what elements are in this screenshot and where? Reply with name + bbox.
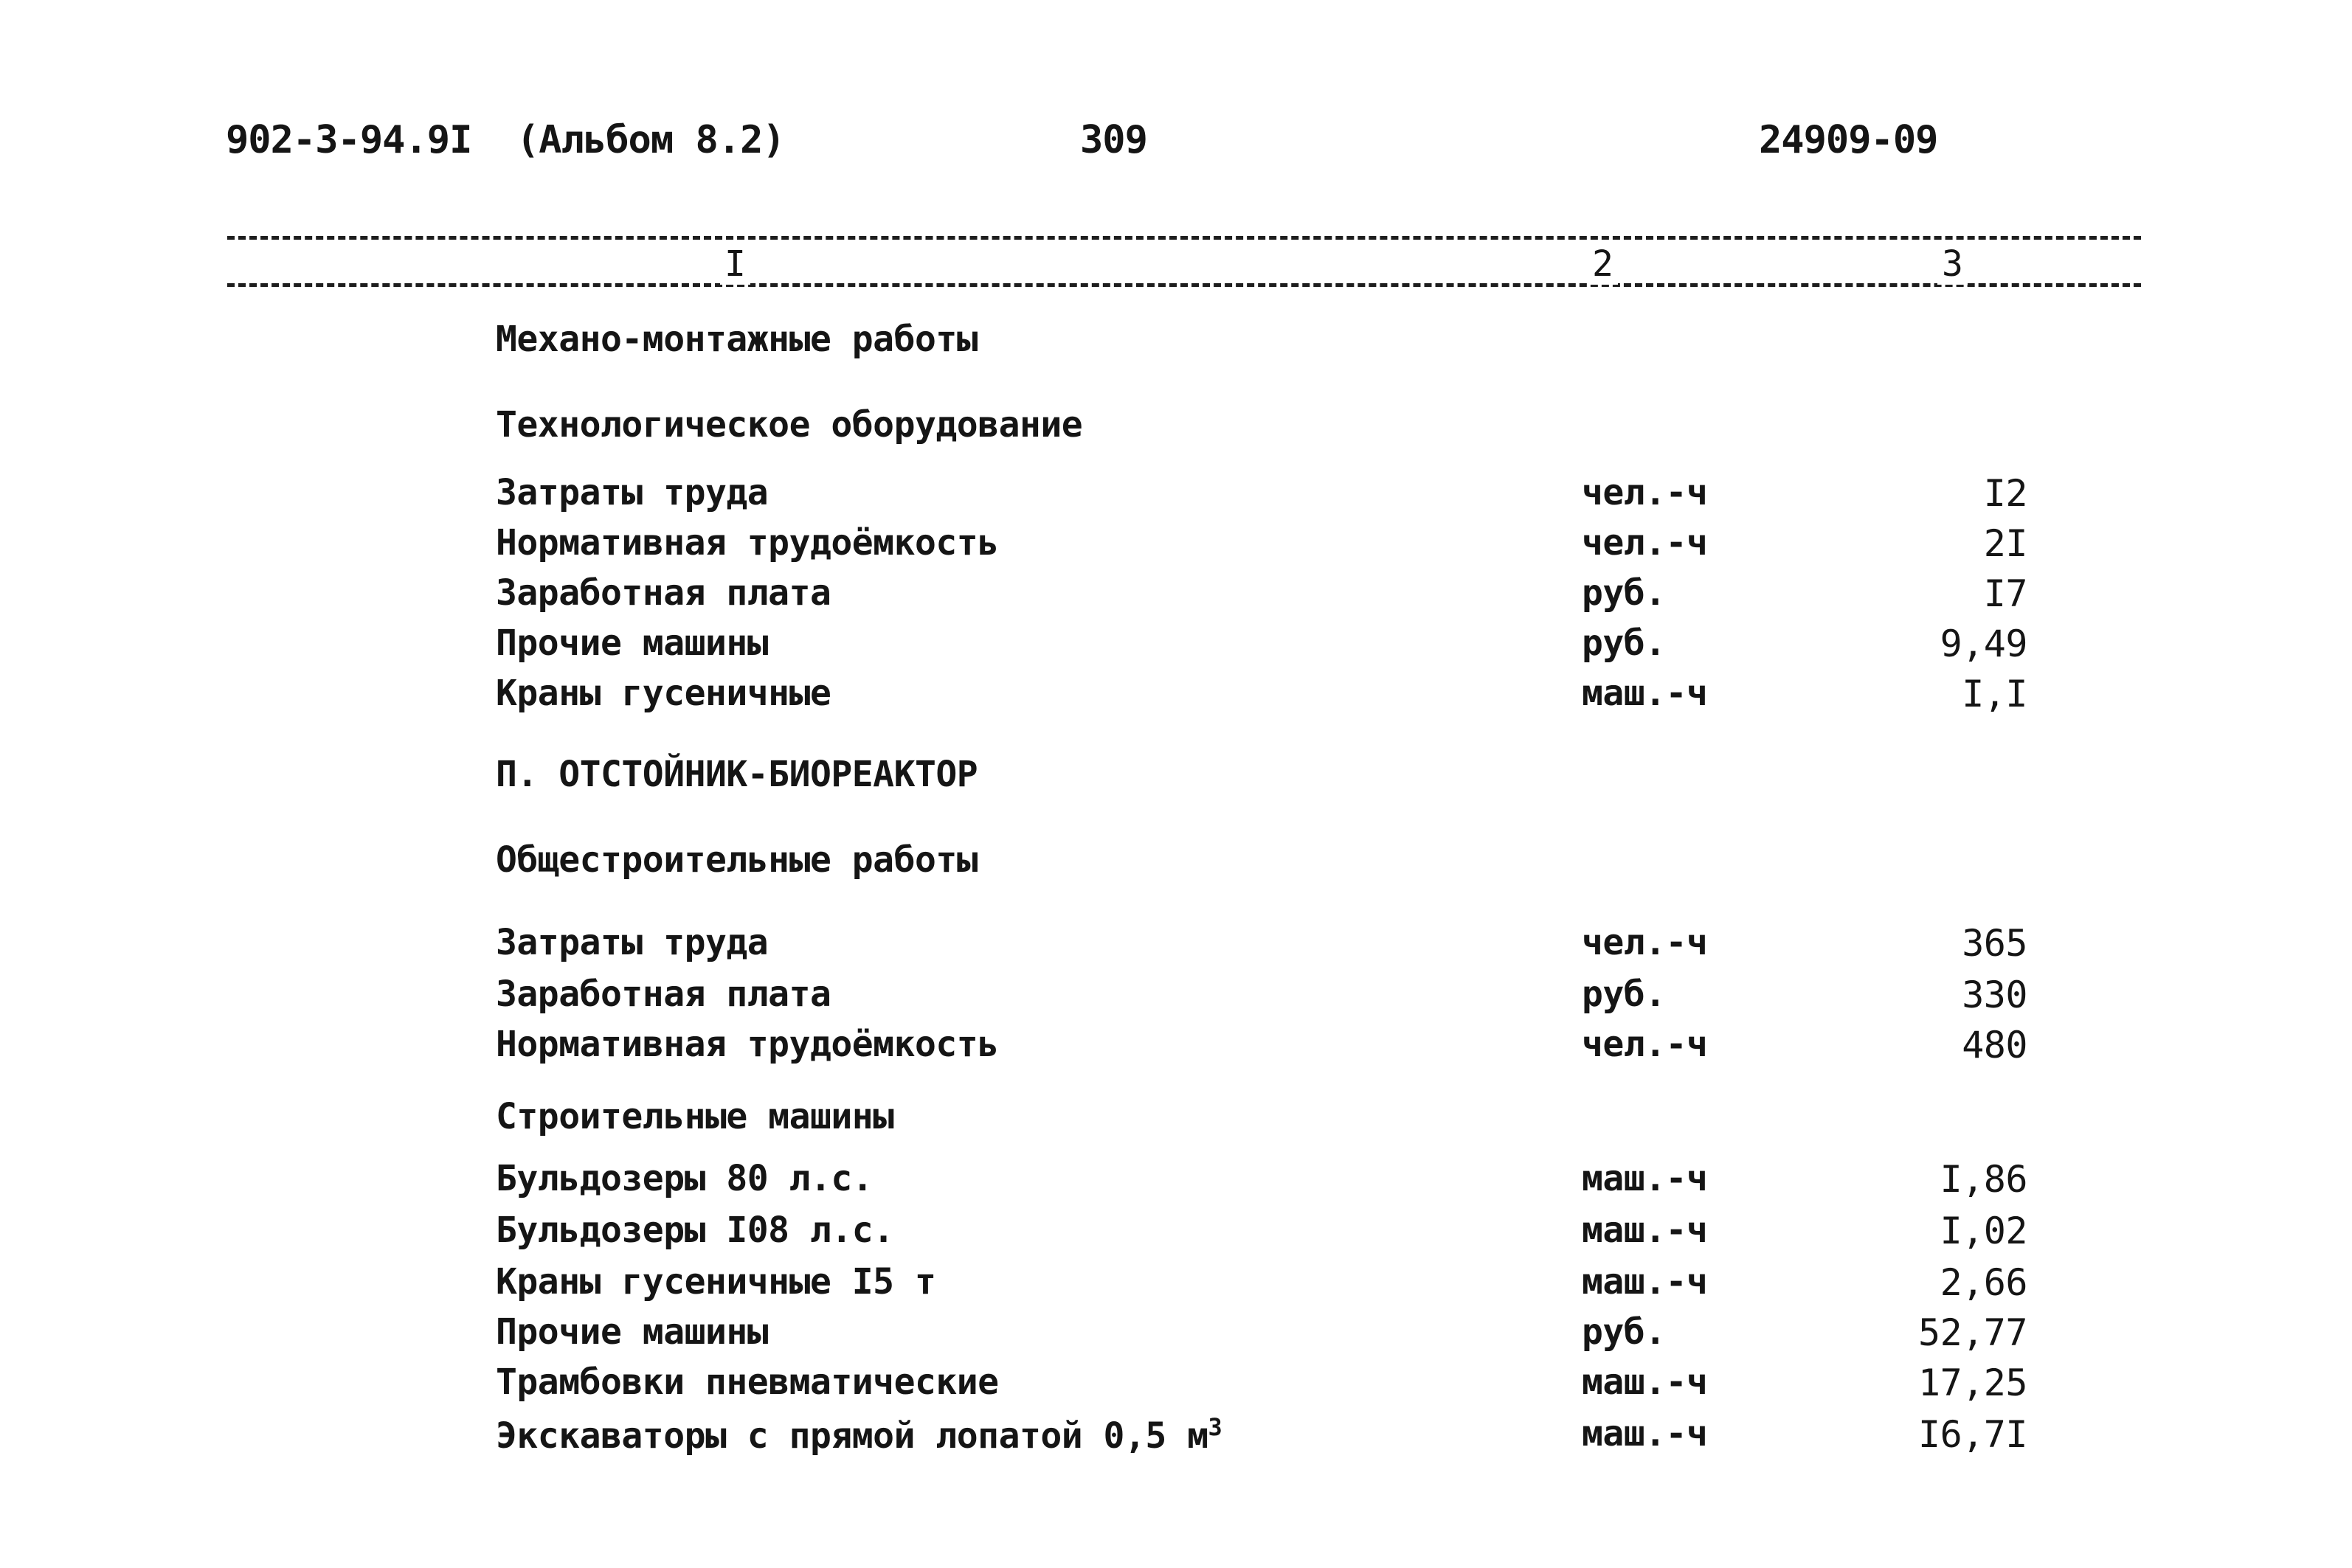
row-unit: чел.-ч [1582, 522, 1708, 563]
page-number: 309 [1080, 118, 1147, 162]
table-row [0, 1311, 2352, 1357]
table-row [0, 1158, 2352, 1204]
row-unit: маш.-ч [1582, 1210, 1708, 1251]
table-row [0, 472, 2352, 518]
table-row [0, 922, 2352, 968]
row-name: Нормативная трудоёмкость [496, 522, 999, 563]
heading-text: Общестроительные работы [496, 839, 978, 881]
row-value: 2,66 [1940, 1261, 2027, 1304]
section-heading [0, 1096, 2352, 1142]
row-name: Прочие машины [496, 622, 769, 664]
heading-text: Строительные машины [496, 1096, 894, 1137]
row-unit: чел.-ч [1582, 1024, 1708, 1065]
row-value: I2 [1983, 472, 2027, 515]
row-unit: руб. [1582, 572, 1666, 614]
table-row [0, 1210, 2352, 1255]
column-header-1: I [720, 243, 750, 285]
row-unit: чел.-ч [1582, 472, 1708, 513]
row-name: Краны гусеничные [496, 673, 831, 714]
column-header-3: 3 [1937, 243, 1968, 285]
table-row [0, 673, 2352, 718]
row-unit: маш.-ч [1582, 1361, 1708, 1403]
section-heading [0, 754, 2352, 799]
table-row [0, 1261, 2352, 1307]
unit-superscript: 3 [1208, 1413, 1222, 1441]
row-value: 2I [1983, 522, 2027, 565]
heading-text: Технологическое оборудование [496, 404, 1083, 445]
row-value: 9,49 [1940, 622, 2027, 665]
row-value: I,02 [1940, 1210, 2027, 1252]
row-unit: маш.-ч [1582, 1261, 1708, 1302]
row-value: I6,7I [1917, 1413, 2027, 1456]
row-unit: маш.-ч [1582, 673, 1708, 714]
table-row [0, 1024, 2352, 1069]
table-row [0, 1413, 2352, 1459]
section-heading [0, 404, 2352, 450]
heading-text: Механо-монтажные работы [496, 319, 978, 360]
row-name: Заработная плата [496, 974, 831, 1015]
table-row [0, 622, 2352, 668]
row-value: I7 [1983, 572, 2027, 615]
row-unit: чел.-ч [1582, 922, 1708, 963]
row-name: Бульдозеры 80 л.с. [496, 1158, 874, 1199]
document-code: 902-3-94.9I [226, 118, 472, 162]
row-value: 480 [1962, 1024, 2027, 1066]
row-name: Заработная плата [496, 572, 831, 614]
row-unit: маш.-ч [1582, 1413, 1708, 1454]
row-name: Затраты труда [496, 472, 769, 513]
row-value: I,86 [1940, 1158, 2027, 1201]
table-row [0, 522, 2352, 568]
row-unit: руб. [1582, 974, 1666, 1015]
column-header-2: 2 [1588, 243, 1618, 285]
row-unit: руб. [1582, 622, 1666, 664]
section-heading [0, 319, 2352, 364]
row-unit: руб. [1582, 1311, 1666, 1353]
row-value: 330 [1962, 974, 2027, 1016]
row-name [496, 1413, 1222, 1457]
table-row [0, 974, 2352, 1019]
row-name: Краны гусеничные I5 т [496, 1261, 936, 1302]
sheet-code: 24909-09 [1759, 118, 1938, 162]
row-value: 17,25 [1917, 1361, 2027, 1404]
row-value: I,I [1962, 673, 2027, 715]
table-row [0, 572, 2352, 618]
row-unit: маш.-ч [1582, 1158, 1708, 1199]
heading-text: П. ОТСТОЙНИК-БИОРЕАКТОР [496, 754, 978, 795]
row-name: Трамбовки пневматические [496, 1361, 999, 1403]
table-row [0, 1361, 2352, 1407]
row-name: Бульдозеры I08 л.с. [496, 1210, 894, 1251]
row-name: Прочие машины [496, 1311, 769, 1353]
section-heading [0, 839, 2352, 885]
album-label: (Альбом 8.2) [516, 118, 785, 162]
row-name: Нормативная трудоёмкость [496, 1024, 999, 1065]
row-name: Затраты труда [496, 922, 769, 963]
row-name-text: Экскаваторы с прямой лопатой 0,5 м [496, 1415, 1208, 1457]
row-value: 365 [1962, 922, 2027, 965]
row-value: 52,77 [1917, 1311, 2027, 1354]
